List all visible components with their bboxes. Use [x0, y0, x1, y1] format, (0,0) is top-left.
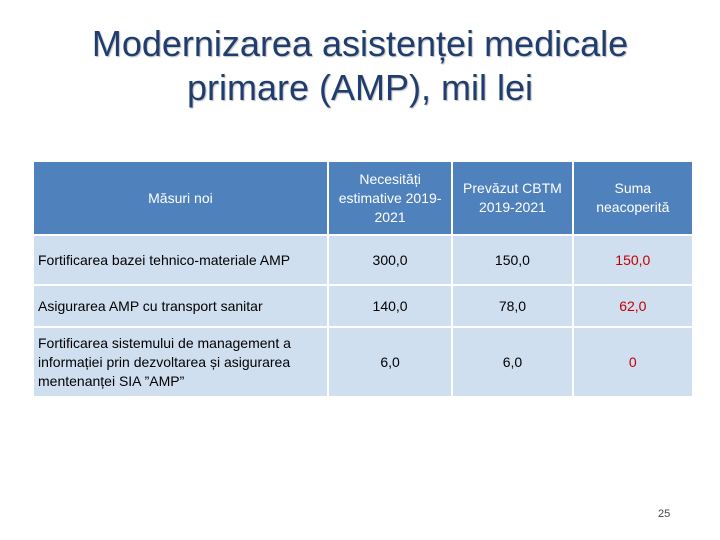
table-row — [34, 328, 692, 396]
header-measures: Măsuri noi — [34, 162, 327, 234]
header-uncovered-amount: Suma neacoperită — [574, 162, 692, 234]
header-planned-cbtm: Prevăzut CBTM 2019-2021 — [453, 162, 571, 234]
row-measure-label: Asigurarea AMP cu transport sanitar — [34, 286, 327, 326]
table-header-row — [34, 162, 692, 234]
row-uncovered-amount: 62,0 — [574, 286, 692, 326]
table-row — [34, 286, 692, 326]
table-row — [34, 236, 692, 284]
row-measure-label: Fortificarea sistemului de management a informației prin dezvoltarea și asigurarea mentenanței SIA ”AMP” — [34, 328, 327, 396]
page-number: 25 — [658, 508, 671, 520]
slide-title-line-1: Modernizarea asistenței medicale — [91, 23, 629, 64]
row-planned-cbtm: 6,0 — [453, 328, 571, 396]
slide-title-line-2: primare (AMP), mil lei — [186, 67, 534, 108]
row-planned-cbtm: 78,0 — [453, 286, 571, 326]
header-estimated-needs: Necesități estimative 2019-2021 — [329, 162, 451, 234]
row-measure-label: Fortificarea bazei tehnico-materiale AMP — [34, 236, 327, 284]
row-uncovered-amount: 0 — [574, 328, 692, 396]
row-estimated-needs: 6,0 — [329, 328, 451, 396]
slide-title — [0, 22, 720, 110]
row-planned-cbtm: 150,0 — [453, 236, 571, 284]
measures-table — [32, 160, 694, 398]
row-estimated-needs: 140,0 — [329, 286, 451, 326]
row-estimated-needs: 300,0 — [329, 236, 451, 284]
row-uncovered-amount: 150,0 — [574, 236, 692, 284]
